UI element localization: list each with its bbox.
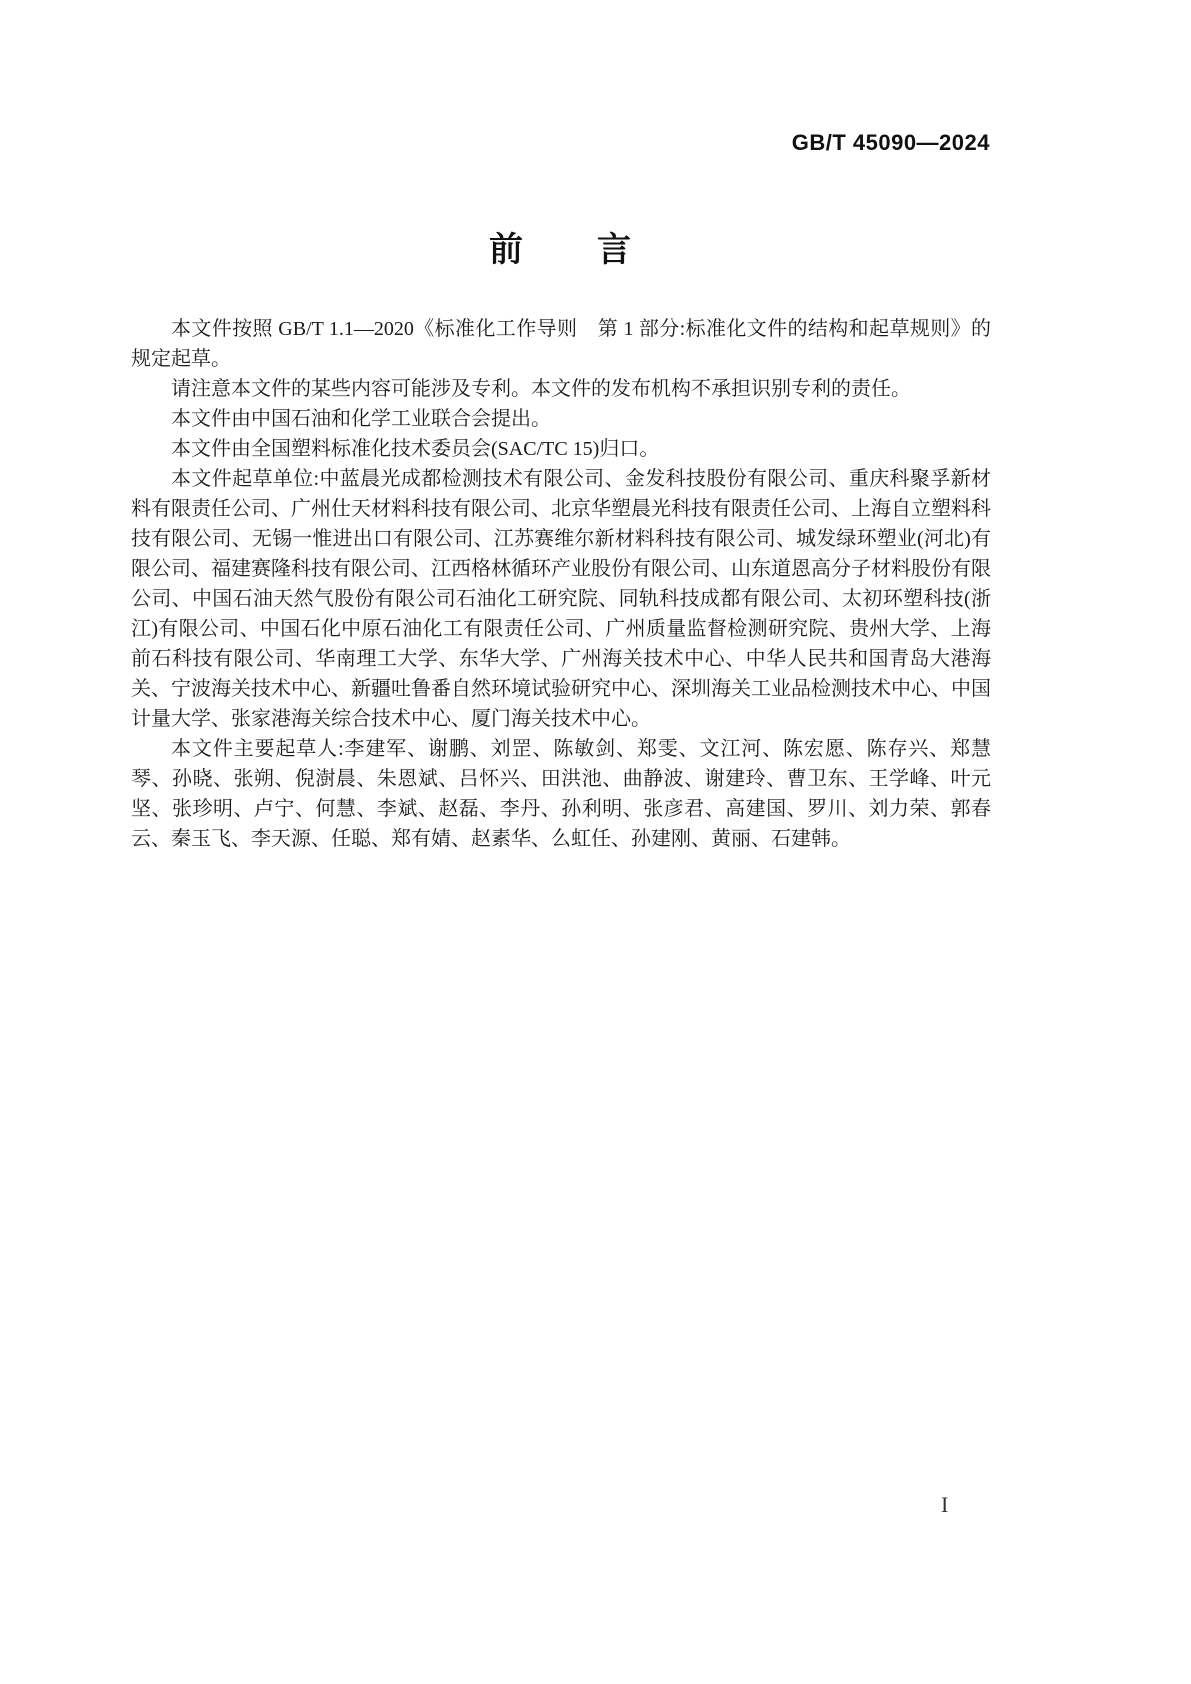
standard-number: GB/T 45090—2024 <box>791 130 990 155</box>
paragraph-centralized-by: 本文件由全国塑料标准化技术委员会(SAC/TC 15)归口。 <box>171 438 660 460</box>
paragraph-drafting-organizations: 本文件起草单位:中蓝晨光成都检测技术有限公司、金发科技股份有限公司、重庆科聚孚新材料有限责任公司、广州仕天材料科技有限公司、北京华塑晨光科技有限责任公司、上海自立塑料科技有限公司、无锡一惟进出口有限公司、江苏赛维尔新材料科技有限公司、城发绿环塑业(河北)有限公司、福建赛隆科技有限公司、江西格林循环产业股份有限公司、山东道恩高分子材料股份有限公司、中国石油天然气股份有限公司石油化工研究院、同轨科技成都有限公司、太初环塑科技(浙江)有限公司、中国石化中原石油化工有限责任公司、广州质量监督检测研究院、贵州大学、上海前石科技有限公司、华南理工大学、东华大学、广州海关技术中心、中华人民共和国青岛大港海关、宁波海关技术中心、新疆吐鲁番自然环境试验研究中心、深圳海关工业品检测技术中心、中国计量大学、张家港海关综合技术中心、厦门海关技术中心。 <box>131 468 991 730</box>
paragraph-patent-notice: 请注意本文件的某些内容可能涉及专利。本文件的发布机构不承担识别专利的责任。 <box>171 378 911 400</box>
page-title: 前 言 <box>489 232 633 269</box>
foreword-body <box>131 314 991 854</box>
paragraph-proposed-by: 本文件由中国石油和化学工业联合会提出。 <box>171 408 551 430</box>
paragraph-drafting-basis: 本文件按照 GB/T 1.1—2020《标准化工作导则 第 1 部分:标准化文件的结构和起草规则》的规定起草。 <box>131 318 991 370</box>
paragraph-chief-drafters: 本文件主要起草人:李建军、谢鹏、刘罡、陈敏剑、郑雯、文江河、陈宏愿、陈存兴、郑慧琴、孙晓、张朔、倪澍晨、朱恩斌、吕怀兴、田洪池、曲静波、谢建玲、曹卫东、王学峰、叶元坚、张珍明、卢宁、何慧、李斌、赵磊、李丹、孙利明、张彦君、高建国、罗川、刘力荣、郭春云、秦玉飞、李天源、任聪、郑有婧、赵素华、么虹任、孙建刚、黄丽、石建韩。 <box>131 738 991 850</box>
page-number: I <box>941 1492 949 1517</box>
